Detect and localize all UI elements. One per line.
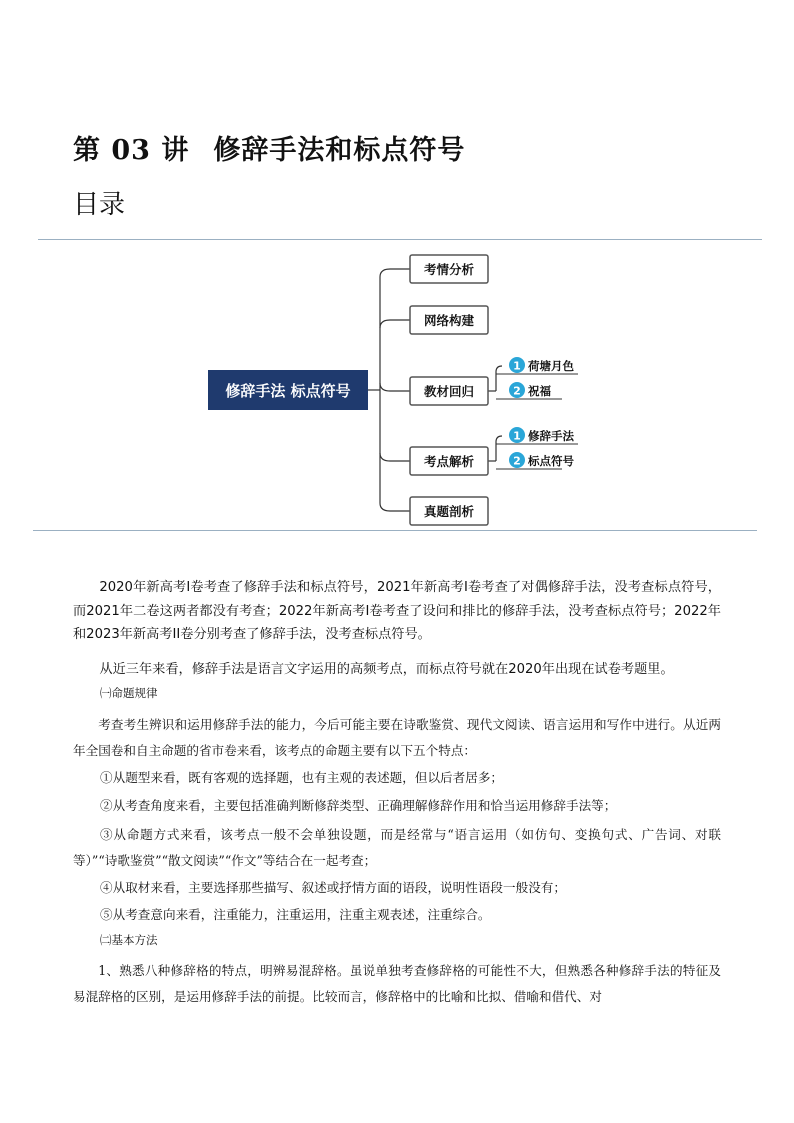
paragraph-frequency: 从近三年来看，修辞手法是语言文字运用的高频考点，而标点符号就在2020年出现在试卷考题里。 [99,662,674,677]
mindmap-branch-label-3: 教材回归 [423,384,475,399]
mindmap-branch-label-5: 真题剖析 [423,504,475,519]
mindmap-connector-3 [380,383,410,391]
mindmap-child-number-4-1: 1 [513,429,521,443]
section-heading-methods: ㈡基本方法 [100,933,158,947]
lecture-title: 修辞手法和标点符号 [213,135,466,166]
mindmap-child-label-3-1: 荷塘月色 [528,359,574,373]
mindmap-child-curve-4 [496,436,502,461]
divider-bottom [33,530,757,531]
toc-heading: 目录 [73,190,126,220]
mindmap [0,0,794,540]
mindmap-connector-top [380,269,410,390]
mindmap-branch-label-4: 考点解析 [423,454,475,469]
mindmap-child-number-3-2: 2 [513,384,521,398]
mindmap-root-label: 修辞手法 标点符号 [225,382,351,400]
lecture-number: 第 03 讲 [73,135,190,166]
mindmap-connector-4 [380,453,410,461]
point-5: ⑤从考查意向来看，注重能力，注重运用，注重主观表述，注重综合。 [100,907,491,922]
mindmap-connector-2 [380,320,410,328]
mindmap-child-label-4-2: 标点符号 [528,454,574,468]
point-1: ①从题型来看，既有客观的选择题，也有主观的表述题，但以后者居多； [100,770,503,785]
section-heading-rules: ㈠命题规律 [100,686,158,700]
mindmap-child-number-4-2: 2 [513,454,521,468]
paragraph-methods: 1、熟悉八种修辞格的特点，明辨易混辞格。虽说单独考查修辞格的可能性不大，但熟悉各种修辞手法的特征及易混辞格的区别，是运用修辞手法的前提。比较而言，修辞格中的比喻和比拟、借喻和借代、对 [73,963,721,1004]
mindmap-branch-label-2: 网络构建 [423,313,475,328]
mindmap-child-label-3-2: 祝福 [528,384,551,398]
mindmap-child-number-3-1: 1 [513,359,521,373]
point-3: ③从命题方式来看，该考点一般不会单独设题，而是经常与“语言运用（如仿句、变换句式、广告词、对联等）”“诗歌鉴赏”“散文阅读”“作文”等结合在一起考查； [73,827,721,868]
mindmap-connector-bottom [380,390,410,511]
mindmap-branch-label-1: 考情分析 [423,262,475,277]
mindmap-child-label-4-1: 修辞手法 [528,429,574,443]
paragraph-rules: 考查考生辨识和运用修辞手法的能力，今后可能主要在诗歌鉴赏、现代文阅读、语言运用和写作中进行。从近两年全国卷和自主命题的省市卷来看，该考点的命题主要有以下五个特点： [73,717,721,758]
paragraph-exam-history: 2020年新高考Ⅰ卷考查了修辞手法和标点符号，2021年新高考Ⅰ卷考查了对偶修辞手法，没考查标点符号，而2021年二卷这两者都没有考查；2022年新高考Ⅰ卷考查了设问和排比的修辞手法，没考查标点符号；2022年和2023年新高考II卷分别考查了修辞手法，没考查标点符号。 [73,580,721,642]
mindmap-child-curve-3 [496,366,502,391]
point-2: ②从考查角度来看，主要包括准确判断修辞类型、正确理解修辞作用和恰当运用修辞手法等； [100,798,617,813]
point-4: ④从取材来看，主要选择那些描写、叙述或抒情方面的语段，说明性语段一般没有； [100,880,566,895]
